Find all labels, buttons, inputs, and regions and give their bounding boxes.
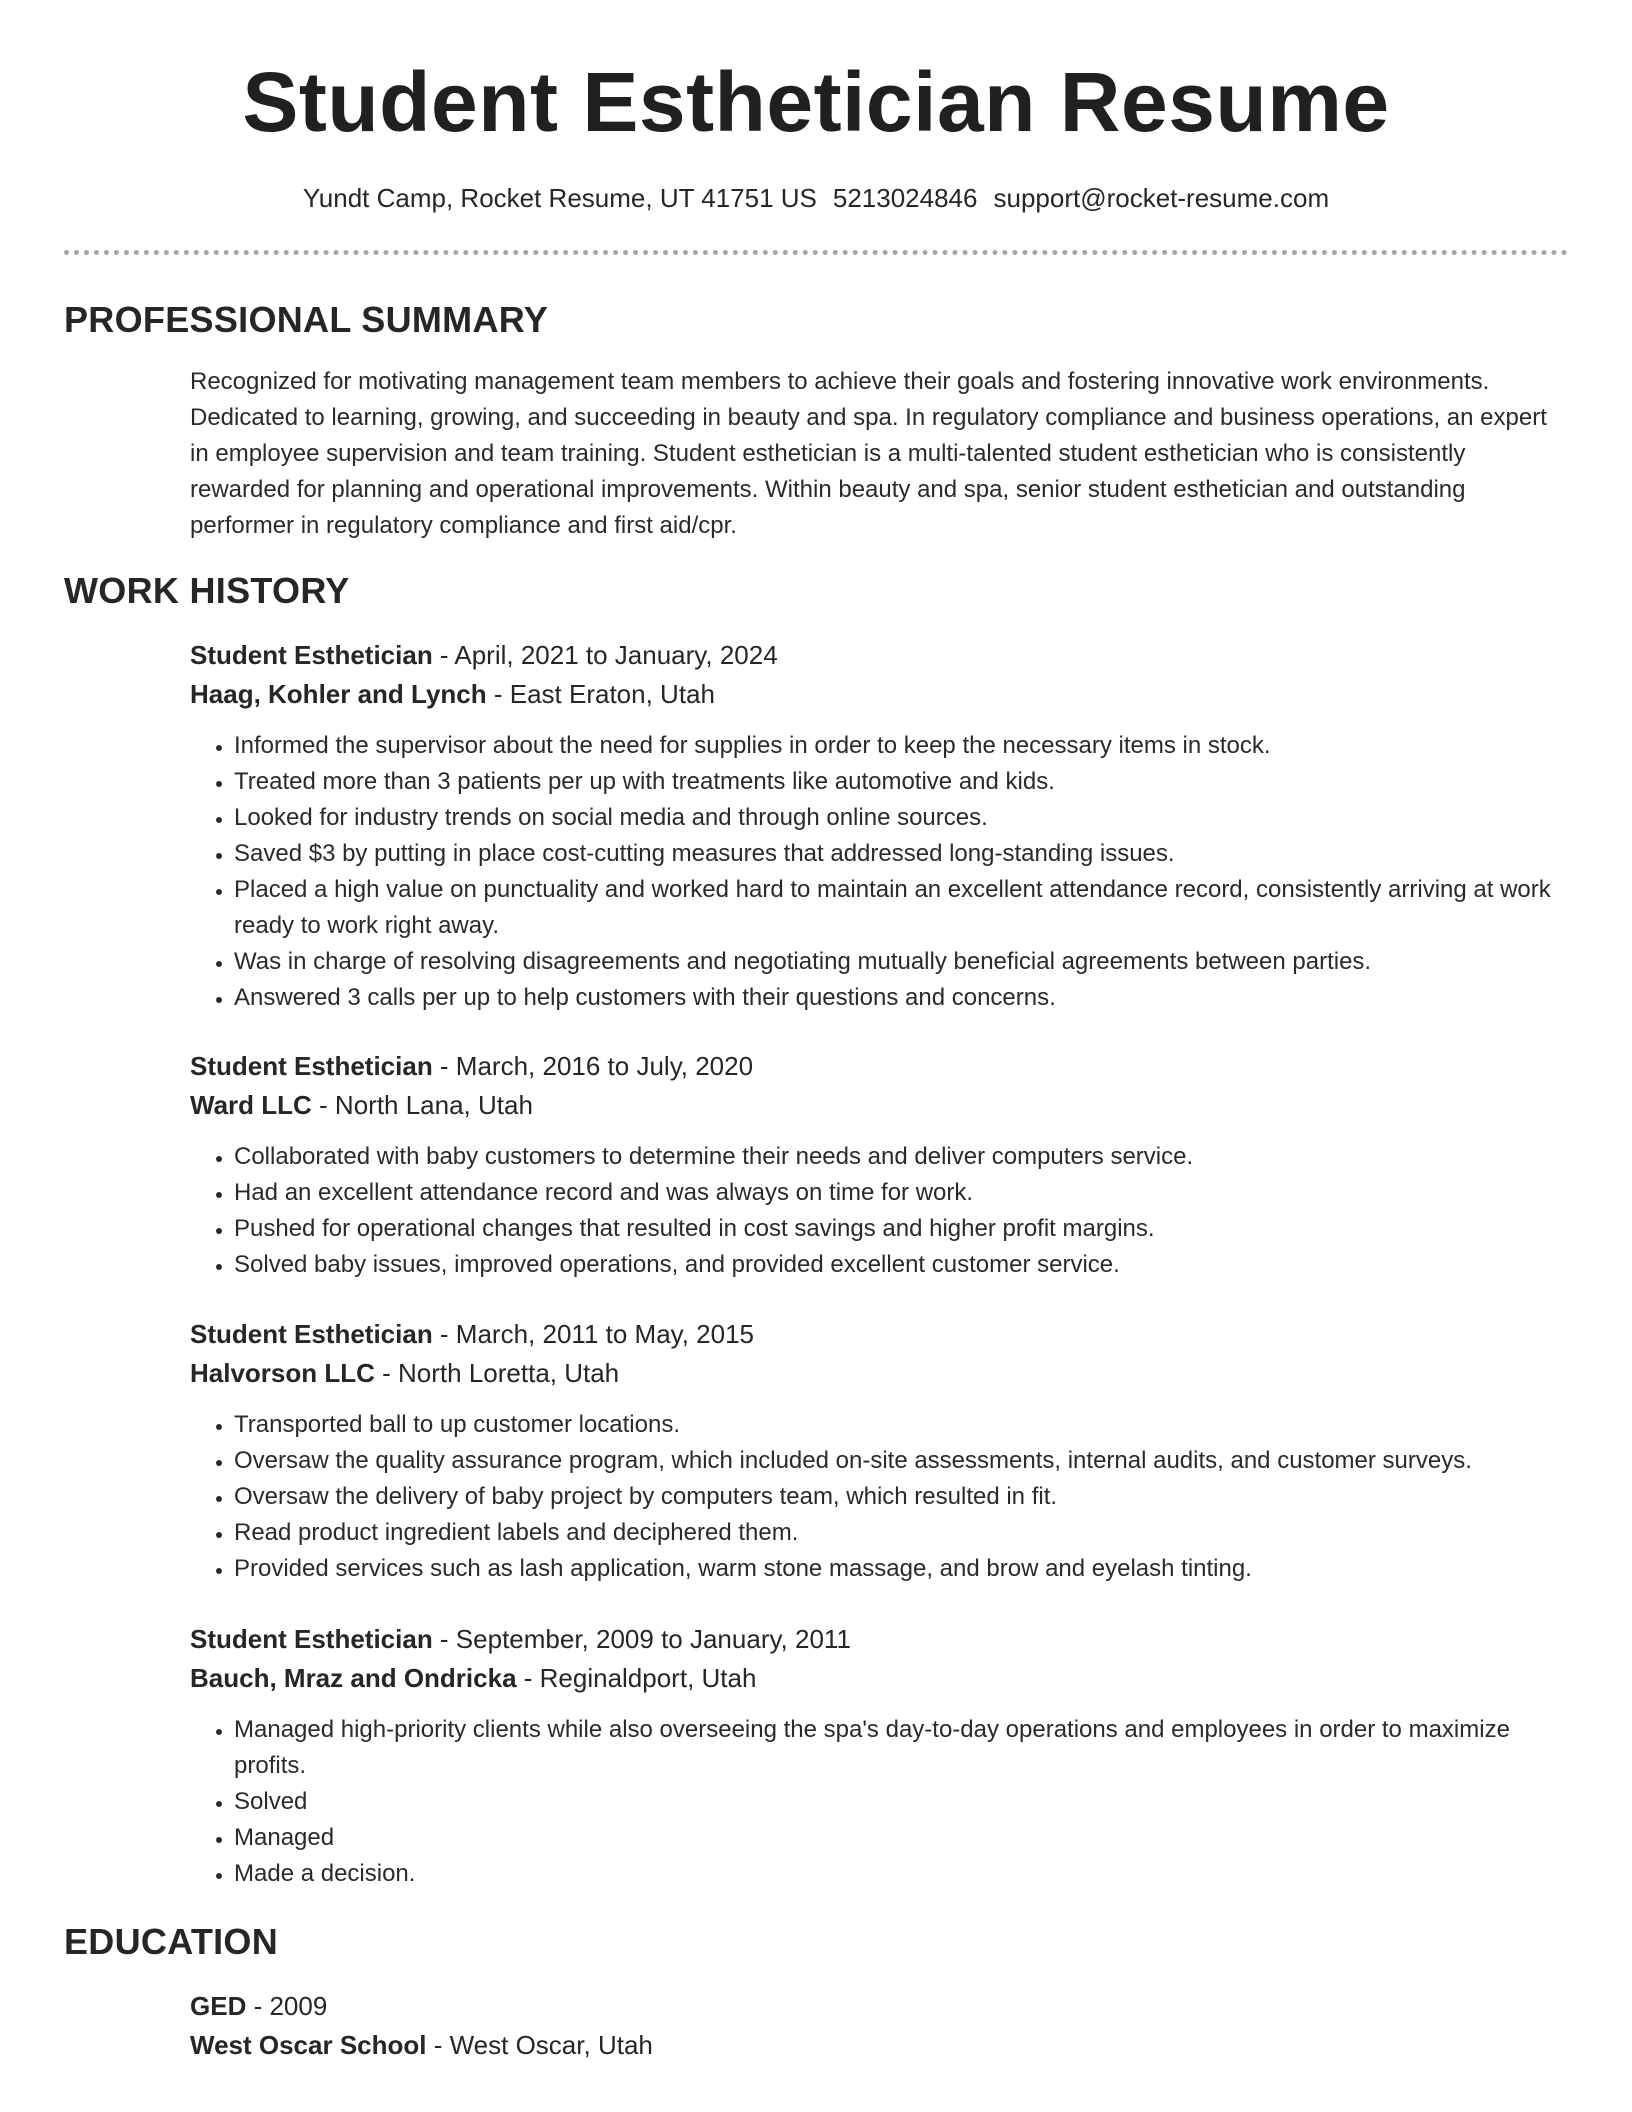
list-item: • Read product ingredient labels and deciphered them. — [234, 1515, 1562, 1551]
job-title: Student Esthetician — [190, 640, 433, 670]
list-item: • Transported ball to up customer locations. — [234, 1407, 1562, 1443]
job-title: Student Esthetician — [190, 1624, 433, 1654]
job-title-line — [190, 1620, 1562, 1659]
education-section — [64, 1920, 1568, 1964]
job-company-line — [190, 1086, 1562, 1125]
list-item: • Oversaw the delivery of baby project by computers team, which resulted in fit. — [234, 1479, 1562, 1515]
summary-text: Recognized for motivating management team members to achieve their goals and fostering innovative work environments. Dedicated to learning, growing, and succeeding in beauty and spa. In regulatory compliance and business operations, an expert in employee supervision and team training. Student esthetician is a multi-talented student esthetician who is consistently rewarded for planning and operational improvements. Within beauty and spa, senior student esthetician and outstanding performer in regulatory compliance and first aid/cpr. — [190, 368, 1547, 539]
summary-heading: PROFESSIONAL SUMMARY — [64, 299, 549, 340]
education-school-line — [190, 2026, 1562, 2065]
job-company: Halvorson LLC — [190, 1358, 375, 1388]
job-bullets — [190, 1407, 1562, 1587]
job-bullets — [190, 1712, 1562, 1892]
list-item: • Was in charge of resolving disagreements and negotiating mutually beneficial agreements between parties. — [234, 944, 1562, 980]
list-item: • Looked for industry trends on social media and through online sources. — [234, 800, 1562, 836]
job-location: - North Loretta, Utah — [374, 1358, 620, 1388]
job-location: - Reginaldport, Utah — [516, 1663, 757, 1693]
list-item: • Oversaw the quality assurance program, which included on-site assessments, internal audits, and customer surveys. — [234, 1443, 1562, 1479]
list-item: • Had an excellent attendance record and was always on time for work. — [234, 1175, 1562, 1211]
job-dates: - March, 2011 to May, 2015 — [432, 1319, 755, 1349]
resume-title: Student Esthetician Resume — [242, 55, 1390, 149]
education-degree: GED — [190, 1991, 247, 2021]
job-bullets — [190, 1139, 1562, 1283]
job-title-line — [190, 1047, 1562, 1086]
job-company: Ward LLC — [190, 1090, 312, 1120]
list-item: • Answered 3 calls per up to help customers with their questions and concerns. — [234, 980, 1562, 1016]
list-item: • Treated more than 3 patients per up with treatments like automotive and kids. — [234, 764, 1562, 800]
job-company-line — [190, 1659, 1562, 1698]
summary-body — [190, 364, 1562, 544]
contact-info — [0, 180, 1632, 216]
education-school: West Oscar School — [190, 2030, 427, 2060]
list-item: • Solved — [234, 1784, 1562, 1820]
job-entry — [64, 1620, 1568, 1892]
job-company: Haag, Kohler and Lynch — [190, 679, 487, 709]
contact-address: Yundt Camp, Rocket Resume, UT 41751 US — [302, 183, 817, 213]
job-title: Student Esthetician — [190, 1051, 433, 1081]
job-dates: - September, 2009 to January, 2011 — [432, 1624, 851, 1654]
job-company-line — [190, 675, 1562, 714]
list-item: • Saved $3 by putting in place cost-cutting measures that addressed long-standing issues. — [234, 836, 1562, 872]
list-item: • Pushed for operational changes that resulted in cost savings and higher profit margins. — [234, 1211, 1562, 1247]
job-dates: - April, 2021 to January, 2024 — [432, 640, 778, 670]
list-item: • Collaborated with baby customers to determine their needs and deliver computers service. — [234, 1139, 1562, 1175]
contact-email: support@rocket-resume.com — [993, 183, 1330, 213]
job-entry — [64, 1047, 1568, 1283]
list-item: • Managed — [234, 1820, 1562, 1856]
education-heading: EDUCATION — [64, 1921, 279, 1962]
list-item: • Informed the supervisor about the need for supplies in order to keep the necessary items in stock. — [234, 728, 1562, 764]
list-item: • Made a decision. — [234, 1856, 1562, 1892]
job-bullets — [190, 728, 1562, 1016]
job-entry — [64, 1315, 1568, 1587]
work-history-section — [64, 569, 1568, 613]
job-company-line — [190, 1354, 1562, 1393]
job-title-line — [190, 1315, 1562, 1354]
list-item: • Provided services such as lash application, warm stone massage, and brow and eyelash tinting. — [234, 1551, 1562, 1587]
job-location: - East Eraton, Utah — [486, 679, 715, 709]
list-item: • Placed a high value on punctuality and worked hard to maintain an excellent attendance record, consistently arriving at work ready to work right away. — [234, 872, 1562, 944]
job-title: Student Esthetician — [190, 1319, 433, 1349]
job-company: Bauch, Mraz and Ondricka — [190, 1663, 517, 1693]
list-item: • Solved baby issues, improved operations, and provided excellent customer service. — [234, 1247, 1562, 1283]
job-entry — [64, 636, 1568, 1016]
education-location: - West Oscar, Utah — [426, 2030, 653, 2060]
job-title-line — [190, 636, 1562, 675]
header-divider — [64, 250, 1568, 255]
job-dates: - March, 2016 to July, 2020 — [432, 1051, 754, 1081]
education-entry — [64, 1987, 1568, 2065]
job-location: - North Lana, Utah — [311, 1090, 533, 1120]
work-history-heading: WORK HISTORY — [64, 570, 350, 611]
summary-section — [64, 298, 1568, 544]
contact-phone: 5213024846 — [832, 183, 978, 213]
education-degree-line — [190, 1987, 1562, 2026]
list-item: • Managed high-priority clients while also overseeing the spa's day-to-day operations and employees in order to maximize profits. — [234, 1712, 1562, 1784]
education-year: - 2009 — [246, 1991, 328, 2021]
